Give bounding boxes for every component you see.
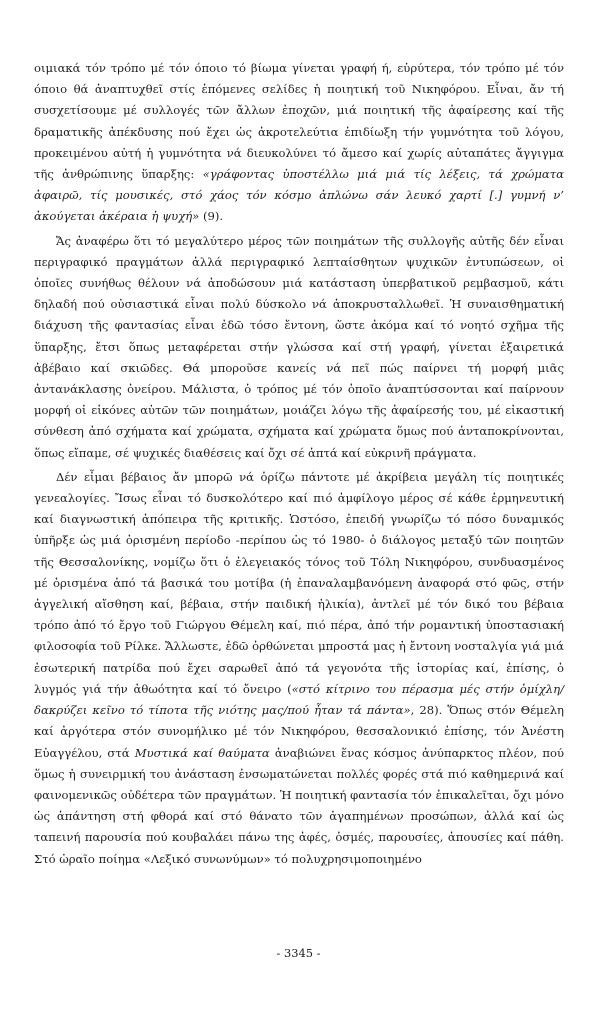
paragraph-1 <box>34 58 564 228</box>
text-run: , 28). Ὅπως στόν Θέμελη καί ἀργότερα στόν συνομήλικο μέ τόν Νικηφόρου, θεσσαλονικιό ἐπίσης, τόν Ἀνέστη Εὐαγγέλου, στά <box>34 703 564 760</box>
text-run: ἀναβιώνει ἕνας κόσμος ἀνύπαρκτος πλέον, πού ὅμως ἡ συνειρμική του ἀνάσταση ἐνσωματώνεται πολλές φορές στά πιό καθημερινά καί φαινομενικῶς οὐδέτερα τῶν πραγμάτων. Ἡ ποιητική φαντασία τόν ἐπικαλεῖται, ὄχι μόνο ὡς ἀπάντηση στή φθορά καί στό θάνατο τῶν ἀγαπημένων προσώπων, ἀλλά καί ὡς ταπεινή παρουσία πού κουβαλάει πάνω της ἀφές, ὀσμές, παρουσίες, ἀπουσίες καί πάθη. Στό ὡραῖο ποίημα «Λεξικό συνωνύμων» τό πολυχρησιμοποιημένο <box>34 745 564 866</box>
text-run: (9). <box>199 209 224 224</box>
page-body <box>34 58 564 870</box>
italic-quote: «στό κίτρινο του πέρασμα μές στήν ὁμίχλη/δακρύζει κεῖνο τό τίποτα τῆς νιότης μας/πού ἦταν τά πάντα» <box>34 681 564 718</box>
page-number: - 3345 - <box>276 946 321 960</box>
paragraph-2 <box>34 231 564 464</box>
italic-quote: «γράφοντας ὑποστέλλω μιά μιά τίς λέξεις, τά χρώματα ἀφαιρῶ, τίς μουσικές, στό χάος τόν κόσμο ἁπλώνω σάν λευκό χαρτί [.] γυμνή ν’ ἀκούγεται ἀκέραια ἡ ψυχή» <box>34 167 564 224</box>
text-run: Ἄς ἀναφέρω ὅτι τό μεγαλύτερο μέρος τῶν ποιημάτων τῆς συλλογῆς αὐτῆς δέν εἶναι περιγραφικό πραγμάτων ἀλλά περιγραφικό λεπταίσθητων ψυχικῶν ἐντυπώσεων, οἱ ὁποῖες συνήθως θέλουν νά ἀποδώσουν μιά κατάσταση ὑπερβατικοῦ ρεμβασμοῦ, κάτι δηλαδή πού οὐσιαστικά εἶναι πολύ δύσκολο νά ἀποκρυσταλλωθεῖ. Ἡ συναισθηματική διάχυση τῆς φαντασίας εἶναι ἐδῶ τόσο ἔντονη, ὥστε ἀκόμα καί τό νοητό σχῆμα τῆς ὕπαρξης, ἔτσι ὅπως μεταφέρεται στήν γλώσσα καί στή γραφή, γίνεται ἐξαιρετικά ἀβέβαιο καί σκιῶδες. Θά μποροῦσε κανείς νά πεῖ πώς παίρνει τή μορφή μιᾶς ἀντανάκλασης ὀνείρου. Μάλιστα, ὁ τρόπος μέ τόν ὁποῖο ἀναπτύσσονται καί παίρνουν μορφή οἱ εἰκόνες αὐτῶν τῶν ποιημάτων, μοιάζει λόγω τῆς ἀφαίρεσής του, μέ εἰκαστική σύνθεση ἀπό σχήματα καί χρώματα, σχήματα καί χρώματα ὅμως πού ἀνταποκρίνονται, ὅπως εἴπαμε, σέ ψυχικές διαθέσεις καί ὄχι σέ ἁπτά καί εὐκρινῆ πράγματα. <box>34 233 564 460</box>
text-run: Δέν εἶμαι βέβαιος ἄν μπορῶ νά ὁρίζω πάντοτε μέ ἀκρίβεια μεγάλη τίς ποιητικές γενεαλογίες. Ἴσως εἶναι τό δυσκολότερο καί πιό ἀμφίλογο μέρος σέ κάθε ἑρμηνευτική καί διαγνωστική ἀπόπειρα τῆς κριτικῆς. Ὡστόσο, ἐπειδή γνωρίζω τό πόσο δυναμικός ὑπῆρξε ὡς μιά ὁρισμένη περίοδο -περίπου ὡς τό 1980- ὁ διάλογος μεταξύ τῶν ποιητῶν τῆς Θεσσαλονίκης, νομίζω ὅτι ὁ ἐλεγειακός τόνος τοῦ Τόλη Νικηφόρου, συνδυασμένος μέ ὁρισμένα ἀπό τά βασικά του μοτίβα (ἡ ἐπαναλαμβανόμενη ἀναφορά στό φῶς, στήν ἀγγελική αἴσθηση καί, βέβαια, στήν παιδική ἡλικία), ἀντλεῖ μέ τόν δικό του βέβαια τρόπο ἀπό τό ἔργο τοῦ Γιώργου Θέμελη καί, πιό πέρα, ἀπό τήν ρομαντική ὑποστασιακή φιλοσοφία τοῦ Ρίλκε. Ἄλλωστε, ἐδῶ ὀρθώνεται μπροστά μας ἡ ἔντονη νοσταλγία γιά μιά ἐσωτερική πατρίδα πού ἔχει σαρωθεῖ ἀπό τά γεγονότα τῆς ἱστορίας καί, ἐπίσης, ὁ λυγμός γιά τήν ἀθωότητα καί τό ὄνειρο ( <box>34 469 564 696</box>
italic-quote: Μυστικά καί θαύματα <box>134 745 270 760</box>
text-run: οιμιακά τόν τρόπο μέ τόν όποιο τό βίωμα γίνεται γραφή ή, εὐρύτερα, τόν τρόπο μέ τόν όποιο θά ἀναπτυχθεῖ στίς ἑπόμενες σελίδες ἡ ποιητική τοῦ Νικηφόρου. Εἶναι, ἄν τή συσχετίσουμε μέ συλλογές τῶν ἄλλων ἐποχῶν, μιά ποιητική τῆς ἀφαίρεσης καί τῆς δραματικῆς ἀπέκδυσης πού ἔχει ὡς ἀκροτελεύτια ἐπιδίωξη τήν γυμνότητα τοῦ λόγου, προκειμένου αὐτή ἡ γυμνότητα νά διευκολύνει τό ἄμεσο καί χωρίς αὐταπάτες ἄγγιγμα τῆς ἀνθρώπινης ὕπαρξης: <box>34 61 564 182</box>
paragraph-3 <box>34 467 564 870</box>
